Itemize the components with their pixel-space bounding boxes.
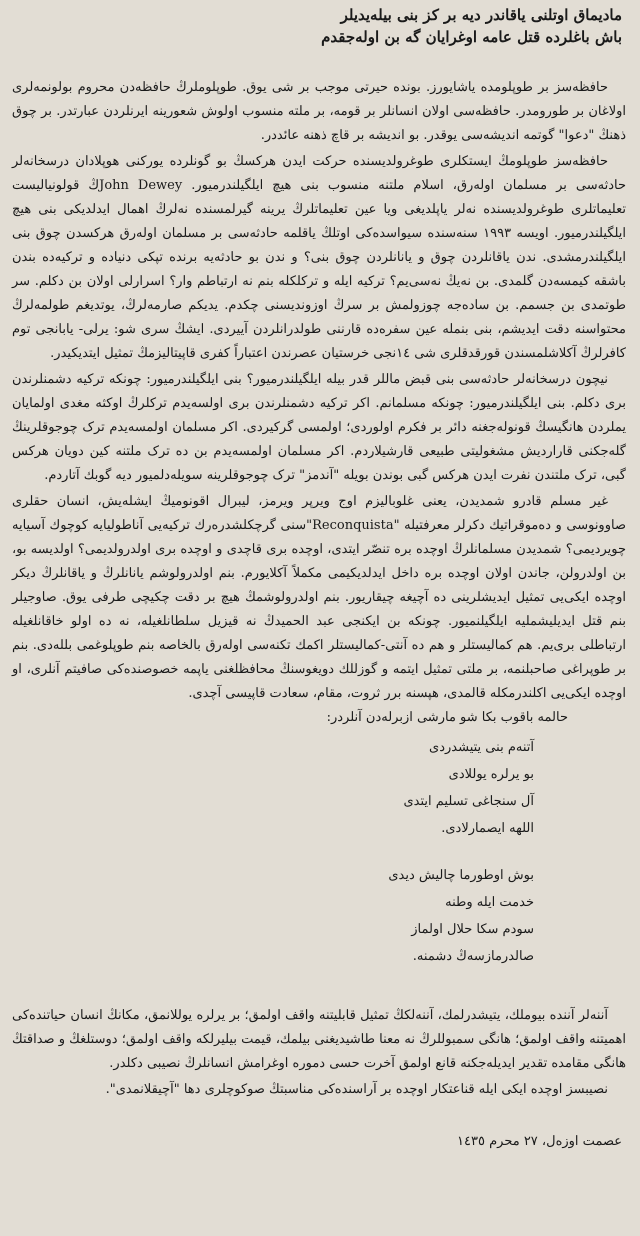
title-block xyxy=(12,4,626,48)
document-page xyxy=(12,4,626,1154)
closing-paragraph-2: نصیبسز اوچده ایکی ایله قناعتکار اوچده بر آراسنده‌کی مناسبتڭ صوکوچلری دها "آچیقلانمدی". xyxy=(105,1082,608,1097)
paragraph-2: حافظه‌سز طوپلومڭ ایستکلری طوغرولدیسنده حرکت ایدن هرکسڭ بو گونلرده یورکنی هوپلادان درسخانه‌لر حادثه‌سی بر مسلمان اولەرق، اسلام ملتنه منسوب بنی هیچ ایلگیلندرمیور. John Deweyڭ قولونیالیست تعلیماتلری طوغرولدیسنده نەلر یاپلدیغی ویا عین تعلیماتلرڭ یرینه گیرلمسنده نەلرڭ اهمال ایدلدیکی بنی هیچ ایلگیلندرمیور. اویسه ۱۹۹۳ سنه‌سنده سیواسده‌کی اوتلڭ یاقلمه حادثه‌سی بر مسلمان اولەرق هرکسدن چوق بنی ایلگیلندرمشدی. ندن یاقانلردن چوق و یانانلردن چوق بنی؟ و ندن بو حادثه‌یه برنده تپکی دنیاده و ترکیه‌ده بندن باشقه کیمسه‌دن گلمدی. بن نەیڭ نەسی‌یم؟ ترکیه ایله و ترکلکله بنم نه ارتباطم وار؟ اسرارلی اولان بن دکلم. سر طوتمدی بن جسمم. بن ساده‌جه چوزولمش بر سرڭ اوزوندیسنی چکدم. یدیکم صارمه‌لرڭ، یوتدیغم طولمه‌لرڭ محتواسنه دقت ایدیشم، بنی بنمله عین سفره‌ده قارننی طولدرانلردن آییردی. ایشڭ سری شو: یرلی- یابانجی توم کافرلرڭ آکلاشلمسندن قورقدقلری شی ۱٤نجی خرستیان عصرندن اعتباراً کفری قاپیتالیزمڭ تمثیل ایتدیکیدر. xyxy=(12,154,626,361)
poem-intro: حالمه باقوب بکا شو مارشی ازبرله‌دن آنلردر: xyxy=(326,710,568,725)
paragraph-4: غیر مسلم قادرو شمدیدن، یعنی غلوبالیزم اوج ویرپر ویرمز، لیبرال اقونومیڭ ایشله‌یش، انسان حقلری صاوونوسی و ده‌موقراتیك دکرلر معرفتیله "Reconquista"سنی گرچکلشدره‌رك ترکیه‌یی آناطولیایه کوچوك آسیایه چویردیمی؟ شمدیدن مسلمانلرڭ اوچده بره تنصّر ایتدی، اوچده بری قاچدی و اوچده بری اولدرولدیمی؟ اولدیسه بو، بن اولدرولن، جاندن اولان اوچده بره داخل ایدلدیکیمی مکملاً آکلایورم. بنم اولدرولوشم یانانلرڭ و یاقانلرڭ دیکر اوچده ایکی‌یی تمثیل ایدیشلرینی ده آچیغه چیقاریور. بنم اولدرولوشمڭ هیچ بر دقت چکیچی طرفی یوق. صاوجیلر بنم قتل ایدیلیشملیه ایلگیلنمیور. چونکه بن ایکنجی عبد الحمیدڭ نه قیزیل سلطانلغیله، نه ده اولو خاقانلغیله ارتباطلی بری‌یم. هم کمالیستلر و هم ده آنتی-کمالیستلر اکمك تکنه‌سی اولەرق بالخاصه بنم طوپلوغمی بللەدی. بنم بر طوپراغی صاحبلنمه، بر ملتی تمثیل ایتمه و گوزللك دویغوسنڭ محافظلغنی یاپمه خصوصنده‌کی صافیتم آنلری، او اوچده ایکی‌یی اکلندرمکله قالمدی، هپسنه برر ثروت، مقام، سعادت قاپیسی آچدی. xyxy=(12,494,626,701)
article-body xyxy=(12,76,626,706)
title-line-1: مادیماق اوتلنی یاقاندر دیه بر کز بنی بیله‌یدیلر xyxy=(340,6,622,24)
poem-stanza-2 xyxy=(12,862,626,970)
poem-line: سودم سکا حلال اولماز xyxy=(411,922,534,937)
poem-line: بو یرلره یوللادی xyxy=(448,767,534,782)
paragraph-3: نیچون درسخانه‌لر حادثه‌سی بنی قبض ماللر قدر بیله ایلگیلندرمیور؟ بنی ایلگیلندرمیور: چونکه ترکیه دشمنلرندن بری دکلم. بنی ایلگیلندرمیور: چونکه مسلمانم. اکر ترکیه دشمنلرندن بری اولسه‌یدم ترکلرڭ اوکثه مغدی اولمایان یملردن هانگیسڭ قونوله‌جغنه دائر بر فکرم اولوردی؛ اولمسی گرکیردی. اکر مسلمان اولمسه‌یدم ترک چوجوقلرینڭ گله‌جکنی قارارديش مشغولیتی طبیعی قارشیلاردم. اکر مسلمان اولمسه‌یدم بن ده ترک ملتنه کین دویان هرکس گبی، ترک ملتندن نفرت ایدن هرکس گبی بوندن بویله "آندمز" ترک چوجوقلرینه سویله‌دلمیور دیه گوبك آتاردم. xyxy=(12,372,626,483)
poem-line: آل سنجاغی تسلیم ایتدی xyxy=(403,794,534,809)
signature-date: عصمت اوزەل، ۲۷ محرم ۱٤۳٥ xyxy=(457,1134,622,1149)
poem-line: بوش اوطورما چالیش دیدی xyxy=(388,868,534,883)
closing-section xyxy=(12,1004,626,1102)
poem-line: صالدرمازسه‌ڭ دشمنه. xyxy=(412,949,534,964)
paragraph-1: حافظه‌سز بر طوپلومده یاشایورز. بونده حیرتی موجب بر شی یوق. طوپلوملرڭ حافظه‌دن محروم بولونمه‌لری اولاغان بر طورومدر. حافظه‌سی اولان انسانلر بر قومه، بر ملته منسوب اولوش شعورینه ایرنلردن عبارتدر. بر چوق ذهنڭ "دعوا" گوتمه اندیشه‌سی یوقدر. بو اندیشه بر قاچ ذهنه عائددر. xyxy=(12,80,626,143)
title-line-2: باش باغلرده قتل عامه اوغرایان گه بن اوله‌جقدم xyxy=(321,28,622,46)
closing-paragraph-1: آننەلر آننده بیوملك، یتیشدرلمك، آننەلكڭ تمثیل قابلیتنه واقف اولمق؛ بر یرلره یوللانمق، مکانڭ انسان حیاتنده‌کی اهمیتنه واقف اولمق؛ هانگی سمبوللرڭ نه معنا طاشیدیغنی بیلمك، قیمت بیلیرلکه واقف اولمق؛ دوستلغڭ و صداقتڭ هانگی مقامده تقدیر ایدیله‌جکنه قانع اولمق آخرت حسی دموره اوغرامش انسانلرڭ نصیبی دکلدر. xyxy=(12,1008,626,1071)
poem-stanza-1 xyxy=(12,734,626,842)
poem-line: اللهه ایصمارلادی. xyxy=(441,821,534,836)
poem-line: خدمت ایله وطنه xyxy=(445,895,534,910)
poem-line: آتنەم بنی یتیشدردی xyxy=(429,740,534,755)
